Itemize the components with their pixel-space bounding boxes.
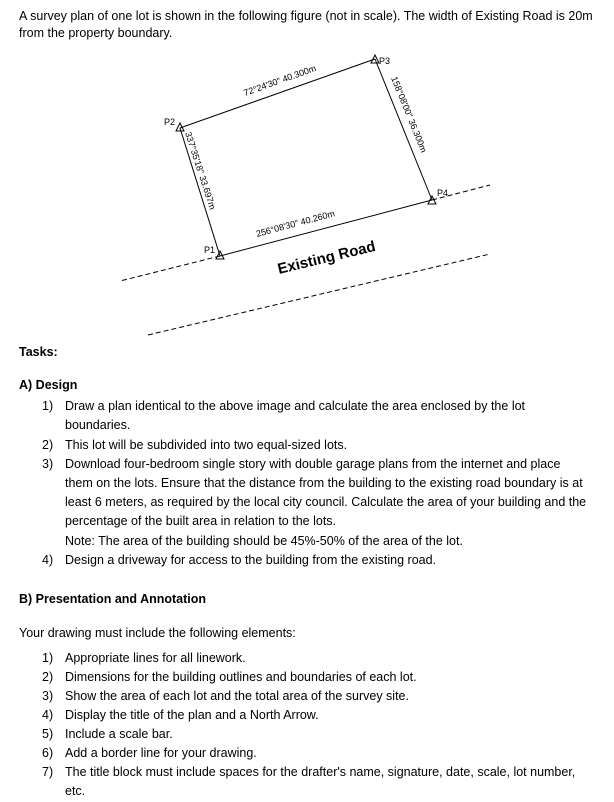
bearing-label-right: 158°08'00" 36.300m: [389, 75, 429, 154]
presentation-heading: B) Presentation and Annotation: [19, 592, 207, 606]
road-label: Existing Road: [275, 238, 378, 278]
list-item-number: 1): [42, 651, 54, 665]
list-item-text: Note: The area of the building should be 45%-50% of the area of the lot.: [65, 534, 463, 548]
list-item-text: Dimensions for the building outlines and boundaries of each lot.: [65, 670, 417, 684]
list-item-text: Draw a plan identical to the above image and calculate the area enclosed by the lot boundaries.: [65, 399, 526, 432]
list-item-number: 3): [42, 457, 54, 471]
bearing-label-bottom: 256°08'30" 40.260m: [254, 208, 336, 239]
list-item-text: This lot will be subdivided into two equal-sized lots.: [65, 438, 348, 452]
point-label-p1: P1: [204, 245, 216, 255]
list-item-text: Design a driveway for access to the building from the existing road.: [65, 553, 437, 567]
point-label-p4: P4: [437, 188, 449, 198]
list-item-text: Appropriate lines for all linework.: [65, 651, 246, 665]
list-item-text: Add a border line for your drawing.: [65, 746, 257, 760]
boundary-line-left: [180, 128, 220, 256]
boundary-line-bottom: [220, 200, 432, 256]
point-label-p3: P3: [379, 56, 391, 66]
list-item-number: 1): [42, 399, 54, 413]
list-item-number: 2): [42, 670, 54, 684]
bearing-label-top: 72°24'30" 40.300m: [242, 63, 318, 98]
list-item-number: 4): [42, 708, 54, 722]
list-item-number: 4): [42, 553, 54, 567]
list-item-number: 6): [42, 746, 54, 760]
design-heading: A) Design: [19, 378, 78, 392]
boundary-line-right: [375, 59, 432, 200]
list-item-text: Show the area of each lot and the total area of the survey site.: [65, 689, 409, 703]
list-item-text: The title block must include spaces for the drafter's name, signature, date, scale, lot number, etc.: [65, 765, 576, 798]
list-item-text: Download four-bedroom single story with double garage plans from the internet and place them on the lots. Ensure that the distance from the building to the existing road boundary is at least 6 meters, as required by the local city council. Calculate the area of your building and the percentage of the built area in relation to the lots.: [65, 457, 587, 528]
list-item-number: 7): [42, 765, 54, 779]
list-item-number: 2): [42, 438, 54, 452]
road-boundary-extension-left: [120, 256, 220, 281]
intro-paragraph: A survey plan of one lot is shown in the following figure (not in scale). The width of Existing Road is 20m from the property boundary.: [19, 9, 593, 40]
boundary-line-top: [180, 59, 375, 128]
presentation-intro: Your drawing must include the following elements:: [19, 626, 296, 640]
bearing-label-left: 337°35'18" 33.697m: [183, 130, 218, 211]
survey-plan-diagram: [0, 45, 614, 345]
point-label-p2: P2: [164, 117, 176, 127]
list-item-text: Include a scale bar.: [65, 727, 173, 741]
list-item-number: 5): [42, 727, 54, 741]
list-item-number: 3): [42, 689, 54, 703]
list-item-text: Display the title of the plan and a North Arrow.: [65, 708, 319, 722]
tasks-heading: Tasks:: [19, 345, 58, 359]
